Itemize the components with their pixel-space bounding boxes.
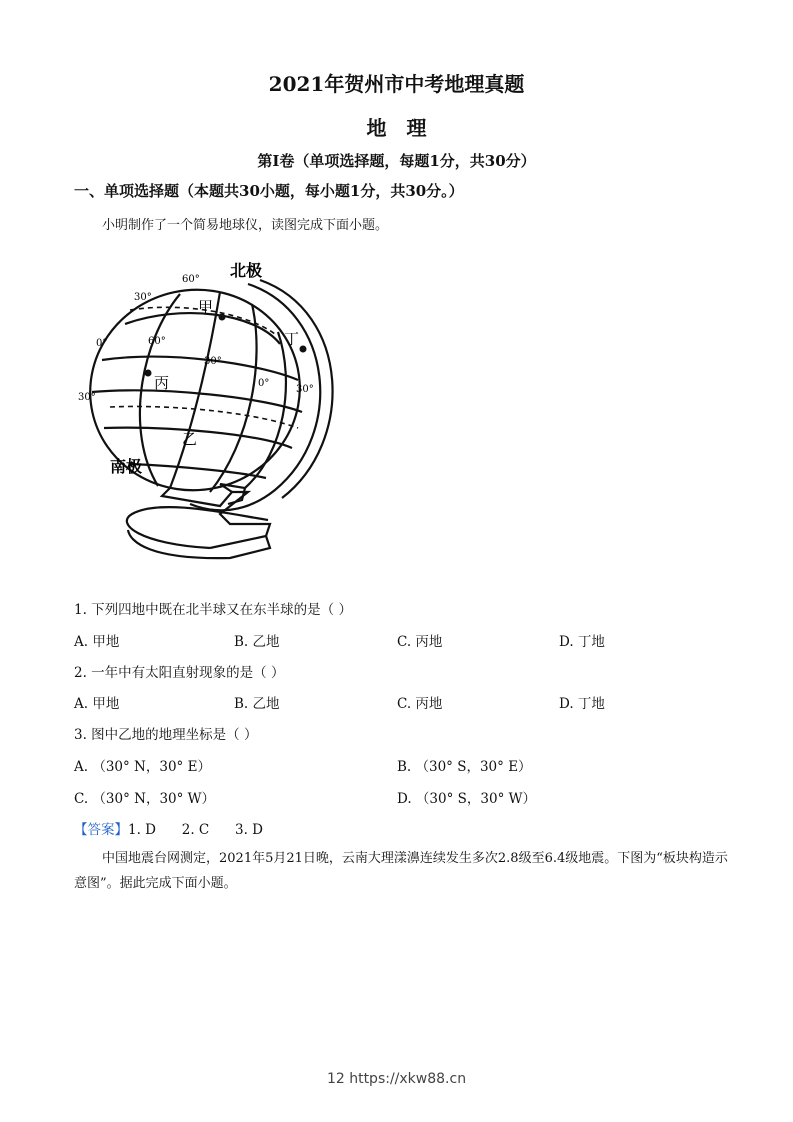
north-pole-label: 北极 — [230, 261, 263, 280]
subject-heading: 地理 — [366, 116, 447, 140]
question-2-option-b: B. 乙地 — [234, 696, 280, 712]
south-pole-label: 南极 — [110, 457, 143, 476]
place-jia: 甲 — [198, 298, 214, 316]
question-1-option-b: B. 乙地 — [234, 634, 280, 650]
lat-30-top-label: 30° — [134, 292, 152, 303]
lon-30-label: 30° — [204, 356, 222, 367]
lon-0-label: 0° — [258, 378, 270, 389]
section-heading: 一、单项选择题（本题共30小题，每小题1分，共30分。） — [74, 182, 464, 200]
answer-line — [74, 818, 263, 838]
answer-tag: 【答案】 — [74, 822, 128, 838]
volume-heading: 第Ⅰ卷（单项选择题，每题1分，共30分） — [257, 152, 536, 170]
globe-figure — [70, 252, 340, 582]
question-3-option-a: A. （30° N，30° E） — [74, 759, 211, 775]
question-2-stem: 2. 一年中有太阳直射现象的是（ ） — [74, 665, 285, 681]
lat-30-bottom-label: 30° — [78, 392, 96, 403]
answer-text: 1. D 2. C 3. D — [128, 822, 263, 838]
place-bing: 丙 — [154, 374, 170, 392]
intro-text: 小明制作了一个简易地球仪，读图完成下面小题。 — [102, 218, 389, 233]
question-2-option-d: D. 丁地 — [559, 696, 605, 712]
earthquake-paragraph: 中国地震台网测定，2021年5月21日晚，云南大理漾濞连续发生多次2.8级至6.4级地震。下图为“板块构造示意图”。据此完成下面小题。 — [74, 851, 728, 891]
question-1-option-a: A. 甲地 — [74, 634, 120, 650]
question-1-option-d: D. 丁地 — [559, 634, 605, 650]
question-3-stem: 3. 图中乙地的地理坐标是（ ） — [74, 727, 258, 743]
lat-0-label: 0° — [96, 338, 108, 349]
question-1-stem: 1. 下列四地中既在北半球又在东半球的是（ ） — [74, 602, 352, 618]
question-3-option-c: C. （30° N，30° W） — [74, 791, 216, 807]
question-2-option-c: C. 丙地 — [397, 696, 443, 712]
place-ding: 丁 — [284, 330, 300, 348]
place-yi: 乙 — [182, 430, 198, 448]
lon-30-right-label: 30° — [296, 384, 314, 395]
page-footer: 12 https://xkw88.cn — [326, 1071, 467, 1087]
lat-60-label: 60° — [182, 274, 200, 285]
document-title: 2021年贺州市中考地理真题 — [268, 72, 525, 96]
lon-60-label: 60° — [148, 336, 166, 347]
question-2-option-a: A. 甲地 — [74, 696, 120, 712]
question-1-option-c: C. 丙地 — [397, 634, 443, 650]
question-3-option-d: D. （30° S，30° W） — [397, 791, 536, 807]
question-3-option-b: B. （30° S，30° E） — [397, 759, 532, 775]
